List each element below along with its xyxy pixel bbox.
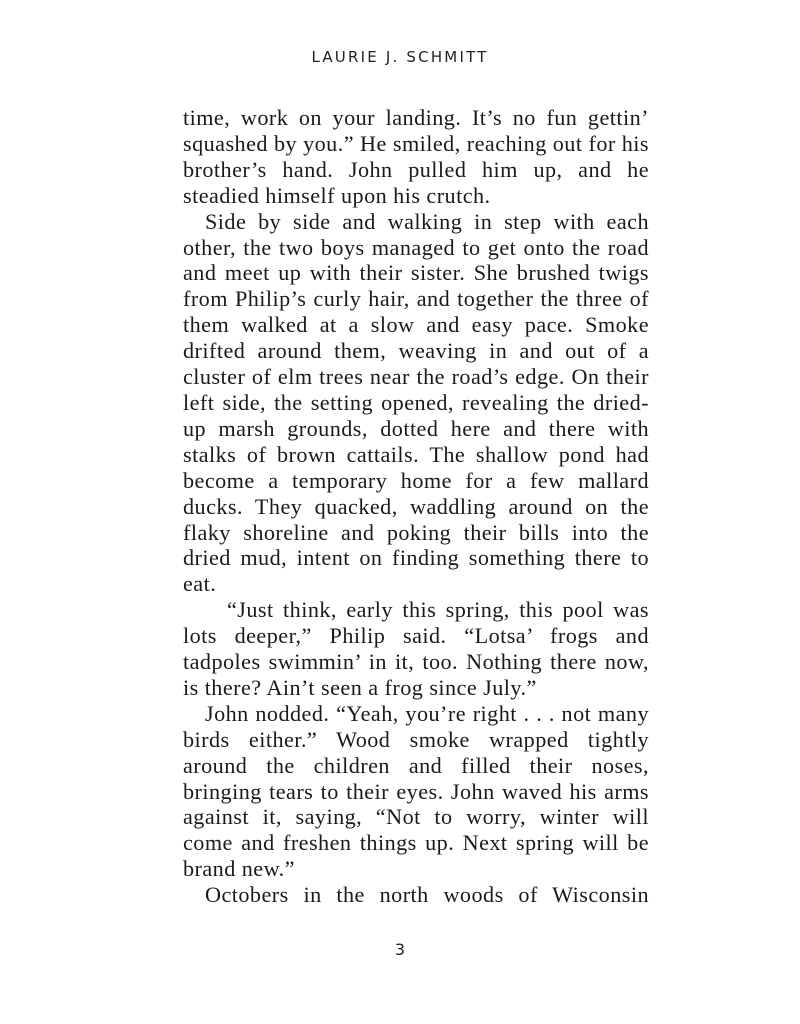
body-text [183,105,649,908]
paragraph-2: Side by side and walking in step with each other, the two boys managed to get onto the road and meet up with their sister. She brushed twigs from Philip’s curly hair, and together the three of them walked at a slow and easy pace. Smoke drifted around them, weaving in and out of a cluster of elm trees near the road’s edge. On their left side, the setting opened, revealing the dried-up marsh grounds, dotted here and there with stalks of brown cattails. The shallow pond had become a temporary home for a few mallard ducks. They quacked, waddling around on the flaky shoreline and poking their bills into the dried mud, intent on finding something there to eat. [183,208,649,597]
page-number: 3 [394,940,406,959]
paragraph-5: Octobers in the north woods of Wisconsin [205,882,649,908]
paragraph-1: time, work on your landing. It’s no fun gettin’ squashed by you.” He smiled, reaching out for his brother’s hand. John pulled him up, and he steadied himself upon his crutch. [183,105,649,208]
running-header-author: LAURIE J. SCHMITT [311,48,489,66]
paragraph-4: John nodded. “Yeah, you’re right . . . not many birds either.” Wood smoke wrapped tightly around the children and filled their noses, bringing tears to their eyes. John waved his arms against it, saying, “Not to worry, winter will come and freshen things up. Next spring will be brand new.” [183,700,649,882]
paragraph-3: “Just think, early this spring, this pool was lots deeper,” Philip said. “Lotsa’ frogs and tadpoles swimmin’ in it, too. Nothing there now, is there? Ain’t seen a frog since July.” [183,597,649,700]
